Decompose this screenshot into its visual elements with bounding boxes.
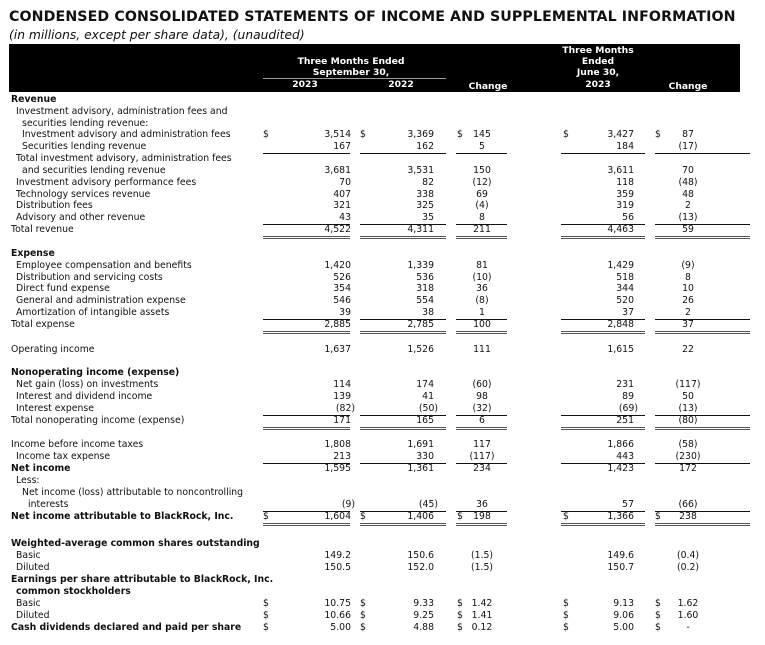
- total-double-rule: [360, 331, 446, 334]
- value-sep-2023: 354: [333, 283, 351, 294]
- value-change: 8: [479, 212, 485, 223]
- value-sep-2023: 1,420: [324, 260, 351, 271]
- value-sep-2022: 1,361: [407, 463, 434, 474]
- value-jun-2023: 150.7: [607, 562, 634, 573]
- value-jun-2023: 56: [622, 212, 634, 223]
- header-col-2023: 2023: [292, 79, 318, 90]
- header-jun-group-line1: Three Months: [562, 45, 634, 56]
- value-sep-2022: 338: [416, 189, 434, 200]
- row-label: Income tax expense: [16, 451, 111, 462]
- statement-title: CONDENSED CONSOLIDATED STATEMENTS OF INCOME AND SUPPLEMENTAL INFORMATION: [9, 9, 736, 25]
- value-change-jun: 1.60: [677, 610, 699, 621]
- value-sep-2023: (82): [335, 403, 355, 414]
- row-label: Amortization of intangible assets: [16, 307, 170, 318]
- currency-symbol: $: [655, 622, 661, 633]
- row-label: Net gain (loss) on investments: [16, 379, 159, 390]
- value-sep-2022: 325: [416, 200, 434, 211]
- value-sep-2023: 10.75: [324, 598, 351, 609]
- table-row: [0, 248, 765, 260]
- row-label: Nonoperating income (expense): [11, 367, 180, 378]
- value-sep-2023: 43: [339, 212, 351, 223]
- value-jun-2023: 3,427: [607, 129, 634, 140]
- value-jun-2023: 518: [616, 272, 634, 283]
- value-change: 1.41: [471, 610, 493, 621]
- total-double-rule: [561, 236, 645, 239]
- currency-symbol: $: [563, 511, 569, 522]
- value-sep-2022: 82: [422, 177, 434, 188]
- currency-symbol: $: [360, 598, 366, 609]
- value-change: 150: [473, 165, 491, 176]
- table-row: [0, 367, 765, 379]
- value-change: (1.5): [470, 562, 494, 573]
- value-change-jun: 10: [682, 283, 694, 294]
- value-change-jun: 172: [679, 463, 697, 474]
- row-label: Interest and dividend income: [16, 391, 153, 402]
- value-jun-2023: 1,615: [607, 344, 634, 355]
- row-label: Direct fund expense: [16, 283, 110, 294]
- row-label: Investment advisory performance fees: [16, 177, 197, 188]
- table-row: [0, 106, 765, 118]
- value-change: (10): [472, 272, 492, 283]
- table-row: [0, 94, 765, 106]
- value-sep-2023: 5.00: [330, 622, 351, 633]
- row-label: and securities lending revenue: [22, 165, 166, 176]
- value-jun-2023: 37: [622, 307, 634, 318]
- value-sep-2022: 1,526: [407, 344, 434, 355]
- row-label: Total investment advisory, administration fees: [16, 153, 232, 164]
- row-label: Cash dividends declared and paid per share: [11, 622, 242, 633]
- value-change: 36: [476, 283, 488, 294]
- value-sep-2022: 3,531: [407, 165, 434, 176]
- value-sep-2022: 330: [416, 451, 434, 462]
- value-sep-2022: 162: [416, 141, 434, 152]
- total-double-rule: [655, 331, 750, 334]
- currency-symbol: $: [360, 622, 366, 633]
- row-label: General and administration expense: [16, 295, 186, 306]
- value-sep-2023: (9): [341, 499, 355, 510]
- table-row: [0, 307, 765, 319]
- value-change-jun: (66): [678, 499, 698, 510]
- value-sep-2023: 2,885: [324, 319, 351, 330]
- table-row: [0, 622, 765, 634]
- row-label: Basic: [16, 550, 41, 561]
- total-double-rule: [561, 331, 645, 334]
- value-sep-2023: 70: [339, 177, 351, 188]
- value-sep-2022: 1,339: [407, 260, 434, 271]
- total-double-rule: [456, 427, 507, 430]
- currency-symbol: $: [655, 511, 661, 522]
- table-row: [0, 224, 765, 236]
- value-change-jun: (58): [678, 439, 698, 450]
- value-sep-2023: 167: [333, 141, 351, 152]
- value-sep-2022: 1,406: [407, 511, 434, 522]
- header-jun-group-line3: June 30,: [576, 67, 620, 78]
- value-change: (8): [475, 295, 489, 306]
- value-change-jun: (230): [675, 451, 701, 462]
- value-jun-2023: 1,866: [607, 439, 634, 450]
- header-col-change-2: Change: [668, 81, 708, 92]
- value-jun-2023: 3,611: [607, 165, 634, 176]
- value-sep-2022: 4.88: [413, 622, 434, 633]
- table-row: [0, 212, 765, 224]
- value-sep-2022: 4,311: [407, 224, 434, 235]
- value-change-jun: -: [686, 622, 690, 633]
- value-jun-2023: 251: [616, 415, 634, 426]
- total-double-rule: [561, 427, 645, 430]
- value-change-jun: 2: [685, 200, 691, 211]
- table-row: [0, 586, 765, 598]
- table-row: [0, 487, 765, 499]
- currency-symbol: $: [360, 610, 366, 621]
- value-sep-2022: 165: [416, 415, 434, 426]
- table-row: [0, 403, 765, 415]
- table-row: [0, 475, 765, 487]
- total-double-rule: [263, 427, 350, 430]
- currency-symbol: $: [360, 511, 366, 522]
- total-double-rule: [456, 331, 507, 334]
- table-row: [0, 379, 765, 391]
- total-double-rule: [263, 523, 350, 526]
- value-sep-2023: 1,808: [324, 439, 351, 450]
- value-jun-2023: 4,463: [607, 224, 634, 235]
- header-col-jun-2023: 2023: [585, 79, 611, 90]
- value-sep-2022: (45): [418, 499, 438, 510]
- value-sep-2023: 213: [333, 451, 351, 462]
- value-jun-2023: 184: [616, 141, 634, 152]
- row-label: Operating income: [11, 344, 95, 355]
- value-sep-2022: (50): [418, 403, 438, 414]
- row-label: Distribution fees: [16, 200, 93, 211]
- table-row: [0, 574, 765, 586]
- row-label: Advisory and other revenue: [16, 212, 146, 223]
- currency-symbol: $: [457, 598, 463, 609]
- table-row: [0, 129, 765, 141]
- value-jun-2023: 1,423: [607, 463, 634, 474]
- value-change-jun: 59: [682, 224, 694, 235]
- row-label: Technology services revenue: [16, 189, 151, 200]
- value-change: (4): [475, 200, 489, 211]
- value-jun-2023: 1,429: [607, 260, 634, 271]
- currency-symbol: $: [263, 610, 269, 621]
- row-label: Revenue: [11, 94, 57, 105]
- value-sep-2023: 150.5: [324, 562, 351, 573]
- value-sep-2023: 171: [333, 415, 351, 426]
- value-jun-2023: 57: [622, 499, 634, 510]
- currency-symbol: $: [457, 610, 463, 621]
- header-sep-group-line1: Three Months Ended: [297, 56, 405, 67]
- value-sep-2022: 318: [416, 283, 434, 294]
- currency-symbol: $: [457, 129, 463, 140]
- table-row: [0, 499, 765, 511]
- row-label: Weighted-average common shares outstanding: [11, 538, 260, 549]
- value-change-jun: (9): [681, 260, 695, 271]
- header-sep-group-line2: September 30,: [312, 67, 390, 78]
- statement-subtitle: (in millions, except per share data), (unaudited): [9, 28, 305, 42]
- value-sep-2022: 9.33: [413, 598, 434, 609]
- value-change-jun: (48): [678, 177, 698, 188]
- row-label: Investment advisory and administration fees: [22, 129, 231, 140]
- currency-symbol: $: [563, 129, 569, 140]
- value-change-jun: (117): [675, 379, 701, 390]
- table-row: [0, 463, 765, 475]
- currency-symbol: $: [655, 129, 661, 140]
- total-double-rule: [655, 523, 750, 526]
- table-row: [0, 550, 765, 562]
- value-jun-2023: 149.6: [607, 550, 634, 561]
- table-row: [0, 562, 765, 574]
- value-change: 100: [473, 319, 491, 330]
- currency-symbol: $: [360, 129, 366, 140]
- value-change: 234: [473, 463, 491, 474]
- currency-symbol: $: [457, 622, 463, 633]
- row-label: Less:: [16, 475, 40, 486]
- value-change: 69: [476, 189, 488, 200]
- total-double-rule: [456, 236, 507, 239]
- value-change: 111: [473, 344, 491, 355]
- table-row: [0, 260, 765, 272]
- value-sep-2022: 1,691: [407, 439, 434, 450]
- value-sep-2022: 9.25: [413, 610, 434, 621]
- value-change: 211: [473, 224, 491, 235]
- value-change-jun: 48: [682, 189, 694, 200]
- value-sep-2023: 1,604: [324, 511, 351, 522]
- value-change: 198: [473, 511, 491, 522]
- row-label: Distribution and servicing costs: [16, 272, 163, 283]
- table-row: [0, 344, 765, 356]
- value-change: (12): [472, 177, 492, 188]
- row-label: Total revenue: [11, 224, 74, 235]
- value-jun-2023: 344: [616, 283, 634, 294]
- value-change-jun: 50: [682, 391, 694, 402]
- row-label: Net income: [11, 463, 71, 474]
- row-label: interests: [28, 499, 69, 510]
- currency-symbol: $: [655, 598, 661, 609]
- value-jun-2023: 319: [616, 200, 634, 211]
- value-change: 145: [473, 129, 491, 140]
- value-jun-2023: 231: [616, 379, 634, 390]
- value-jun-2023: (69): [618, 403, 638, 414]
- total-double-rule: [360, 523, 446, 526]
- table-row: [0, 295, 765, 307]
- value-change-jun: (0.2): [676, 562, 700, 573]
- value-change: 5: [479, 141, 485, 152]
- table-row: [0, 610, 765, 622]
- table-row: [0, 200, 765, 212]
- value-sep-2023: 321: [333, 200, 351, 211]
- table-row: [0, 177, 765, 189]
- table-row: [0, 415, 765, 427]
- value-change: (60): [472, 379, 492, 390]
- currency-symbol: $: [563, 610, 569, 621]
- value-jun-2023: 9.13: [613, 598, 634, 609]
- total-double-rule: [360, 427, 446, 430]
- total-double-rule: [655, 236, 750, 239]
- row-label: Expense: [11, 248, 55, 259]
- row-label: securities lending revenue:: [22, 118, 149, 129]
- table-row: [0, 153, 765, 165]
- row-label: Total nonoperating income (expense): [11, 415, 185, 426]
- value-sep-2022: 152.0: [407, 562, 434, 573]
- value-sep-2023: 10.66: [324, 610, 351, 621]
- currency-symbol: $: [563, 622, 569, 633]
- row-label: Net income (loss) attributable to noncontrolling: [22, 487, 244, 498]
- table-row: [0, 319, 765, 331]
- value-change-jun: 22: [682, 344, 694, 355]
- value-sep-2022: 2,785: [407, 319, 434, 330]
- value-jun-2023: 520: [616, 295, 634, 306]
- table-row: [0, 283, 765, 295]
- value-sep-2022: 38: [422, 307, 434, 318]
- value-jun-2023: 118: [616, 177, 634, 188]
- value-change-jun: (0.4): [676, 550, 700, 561]
- header-col-2022: 2022: [388, 79, 414, 90]
- value-sep-2023: 3,514: [324, 129, 351, 140]
- row-label: Total expense: [11, 319, 75, 330]
- table-row: [0, 141, 765, 153]
- currency-symbol: $: [263, 129, 269, 140]
- value-sep-2023: 149.2: [324, 550, 351, 561]
- table-row: [0, 165, 765, 177]
- value-change: (32): [472, 403, 492, 414]
- value-sep-2022: 554: [416, 295, 434, 306]
- table-row: [0, 511, 765, 523]
- value-jun-2023: 2,848: [607, 319, 634, 330]
- row-label: Securities lending revenue: [22, 141, 147, 152]
- table-row: [0, 538, 765, 550]
- value-change: 1: [479, 307, 485, 318]
- table-header: [9, 44, 740, 92]
- currency-symbol: $: [263, 622, 269, 633]
- value-sep-2022: 3,369: [407, 129, 434, 140]
- value-change-jun: 8: [685, 272, 691, 283]
- value-sep-2023: 39: [339, 307, 351, 318]
- total-double-rule: [561, 523, 645, 526]
- value-jun-2023: 89: [622, 391, 634, 402]
- table-row: [0, 451, 765, 463]
- value-sep-2023: 526: [333, 272, 351, 283]
- value-change: 81: [476, 260, 488, 271]
- value-change: (1.5): [470, 550, 494, 561]
- currency-symbol: $: [655, 610, 661, 621]
- value-change: 98: [476, 391, 488, 402]
- value-jun-2023: 5.00: [613, 622, 634, 633]
- value-jun-2023: 443: [616, 451, 634, 462]
- value-change-jun: 70: [682, 165, 694, 176]
- value-jun-2023: 9.06: [613, 610, 634, 621]
- row-label: Interest expense: [16, 403, 94, 414]
- total-double-rule: [456, 523, 507, 526]
- row-label: common stockholders: [16, 586, 131, 597]
- total-double-rule: [263, 236, 350, 239]
- value-change-jun: 37: [682, 319, 694, 330]
- header-col-change: Change: [468, 81, 508, 92]
- currency-symbol: $: [563, 598, 569, 609]
- total-double-rule: [655, 427, 750, 430]
- value-change-jun: 26: [682, 295, 694, 306]
- value-change-jun: 238: [679, 511, 697, 522]
- value-change: 6: [479, 415, 485, 426]
- value-change-jun: (13): [678, 403, 698, 414]
- row-label: Net income attributable to BlackRock, Inc.: [11, 511, 234, 522]
- currency-symbol: $: [457, 511, 463, 522]
- value-sep-2023: 1,595: [324, 463, 351, 474]
- row-label: Diluted: [16, 610, 50, 621]
- value-change: 1.42: [471, 598, 493, 609]
- value-sep-2023: 546: [333, 295, 351, 306]
- value-sep-2022: 41: [422, 391, 434, 402]
- row-label: Income before income taxes: [11, 439, 144, 450]
- value-change-jun: (13): [678, 212, 698, 223]
- value-sep-2023: 114: [333, 379, 351, 390]
- value-change-jun: (80): [678, 415, 698, 426]
- value-change: (117): [469, 451, 495, 462]
- value-sep-2022: 35: [422, 212, 434, 223]
- row-label: Employee compensation and benefits: [16, 260, 192, 271]
- value-sep-2023: 1,637: [324, 344, 351, 355]
- value-sep-2023: 3,681: [324, 165, 351, 176]
- table-row: [0, 598, 765, 610]
- value-change-jun: (17): [678, 141, 698, 152]
- table-row: [0, 391, 765, 403]
- value-change: 36: [476, 499, 488, 510]
- total-double-rule: [360, 236, 446, 239]
- value-change-jun: 87: [682, 129, 694, 140]
- total-double-rule: [263, 331, 350, 334]
- table-row: [0, 439, 765, 451]
- value-sep-2023: 407: [333, 189, 351, 200]
- currency-symbol: $: [263, 511, 269, 522]
- row-label: Earnings per share attributable to BlackRock, Inc.: [11, 574, 274, 585]
- value-jun-2023: 1,366: [607, 511, 634, 522]
- value-sep-2022: 150.6: [407, 550, 434, 561]
- value-jun-2023: 359: [616, 189, 634, 200]
- value-sep-2022: 536: [416, 272, 434, 283]
- header-jun-group-line2: Ended: [581, 56, 615, 67]
- value-change: 0.12: [471, 622, 493, 633]
- value-change-jun: 2: [685, 307, 691, 318]
- row-label: Diluted: [16, 562, 50, 573]
- value-sep-2022: 174: [416, 379, 434, 390]
- row-label: Basic: [16, 598, 41, 609]
- row-label: Investment advisory, administration fees and: [16, 106, 228, 117]
- value-sep-2023: 4,522: [324, 224, 351, 235]
- value-change-jun: 1.62: [677, 598, 699, 609]
- currency-symbol: $: [263, 598, 269, 609]
- value-change: 117: [473, 439, 491, 450]
- value-sep-2023: 139: [333, 391, 351, 402]
